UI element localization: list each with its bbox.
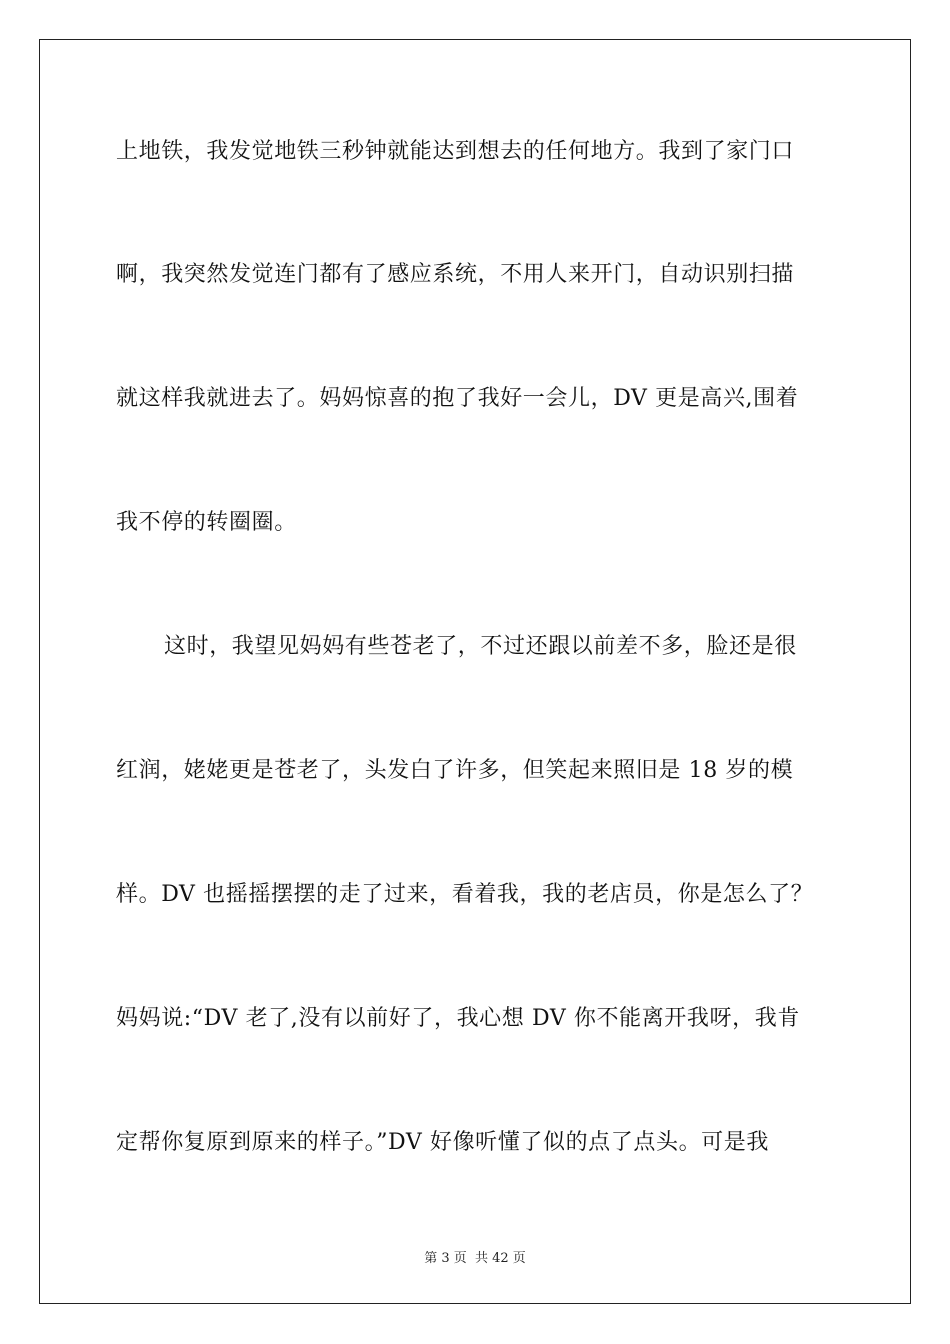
text-line-7: 样。DV 也摇摇摆摆的走了过来，看着我，我的老店员，你是怎么了？ <box>116 882 814 907</box>
text-line-3: 就这样我就进去了。妈妈惊喜的抱了我好一会儿，DV 更是高兴,围着 <box>116 386 799 411</box>
text-line-8: 妈妈说:“DV 老了,没有以前好了，我心想 DV 你不能离开我呀，我肯 <box>116 1006 800 1031</box>
text-line-1: 上地铁，我发觉地铁三秒钟就能达到想去的任何地方。我到了家门口 <box>116 139 795 164</box>
text-line-6: 红润，姥姥更是苍老了，头发白了许多，但笑起来照旧是 18 岁的模 <box>116 758 794 783</box>
text-line-9: 定帮你复原到原来的样子。”DV 好像听懂了似的点了点头。可是我 <box>116 1130 769 1155</box>
page-total: 共 42 页 <box>474 1251 526 1266</box>
page-footer <box>0 1247 950 1266</box>
text-line-5: 这时，我望见妈妈有些苍老了，不过还跟以前差不多，脸还是很 <box>164 634 797 659</box>
text-line-2: 啊，我突然发觉连门都有了感应系统，不用人来开门，自动识别扫描 <box>116 262 795 287</box>
page-border <box>39 39 911 1304</box>
page-number: 第 3 页 <box>424 1251 467 1266</box>
text-line-4: 我不停的转圈圈。 <box>116 510 297 535</box>
